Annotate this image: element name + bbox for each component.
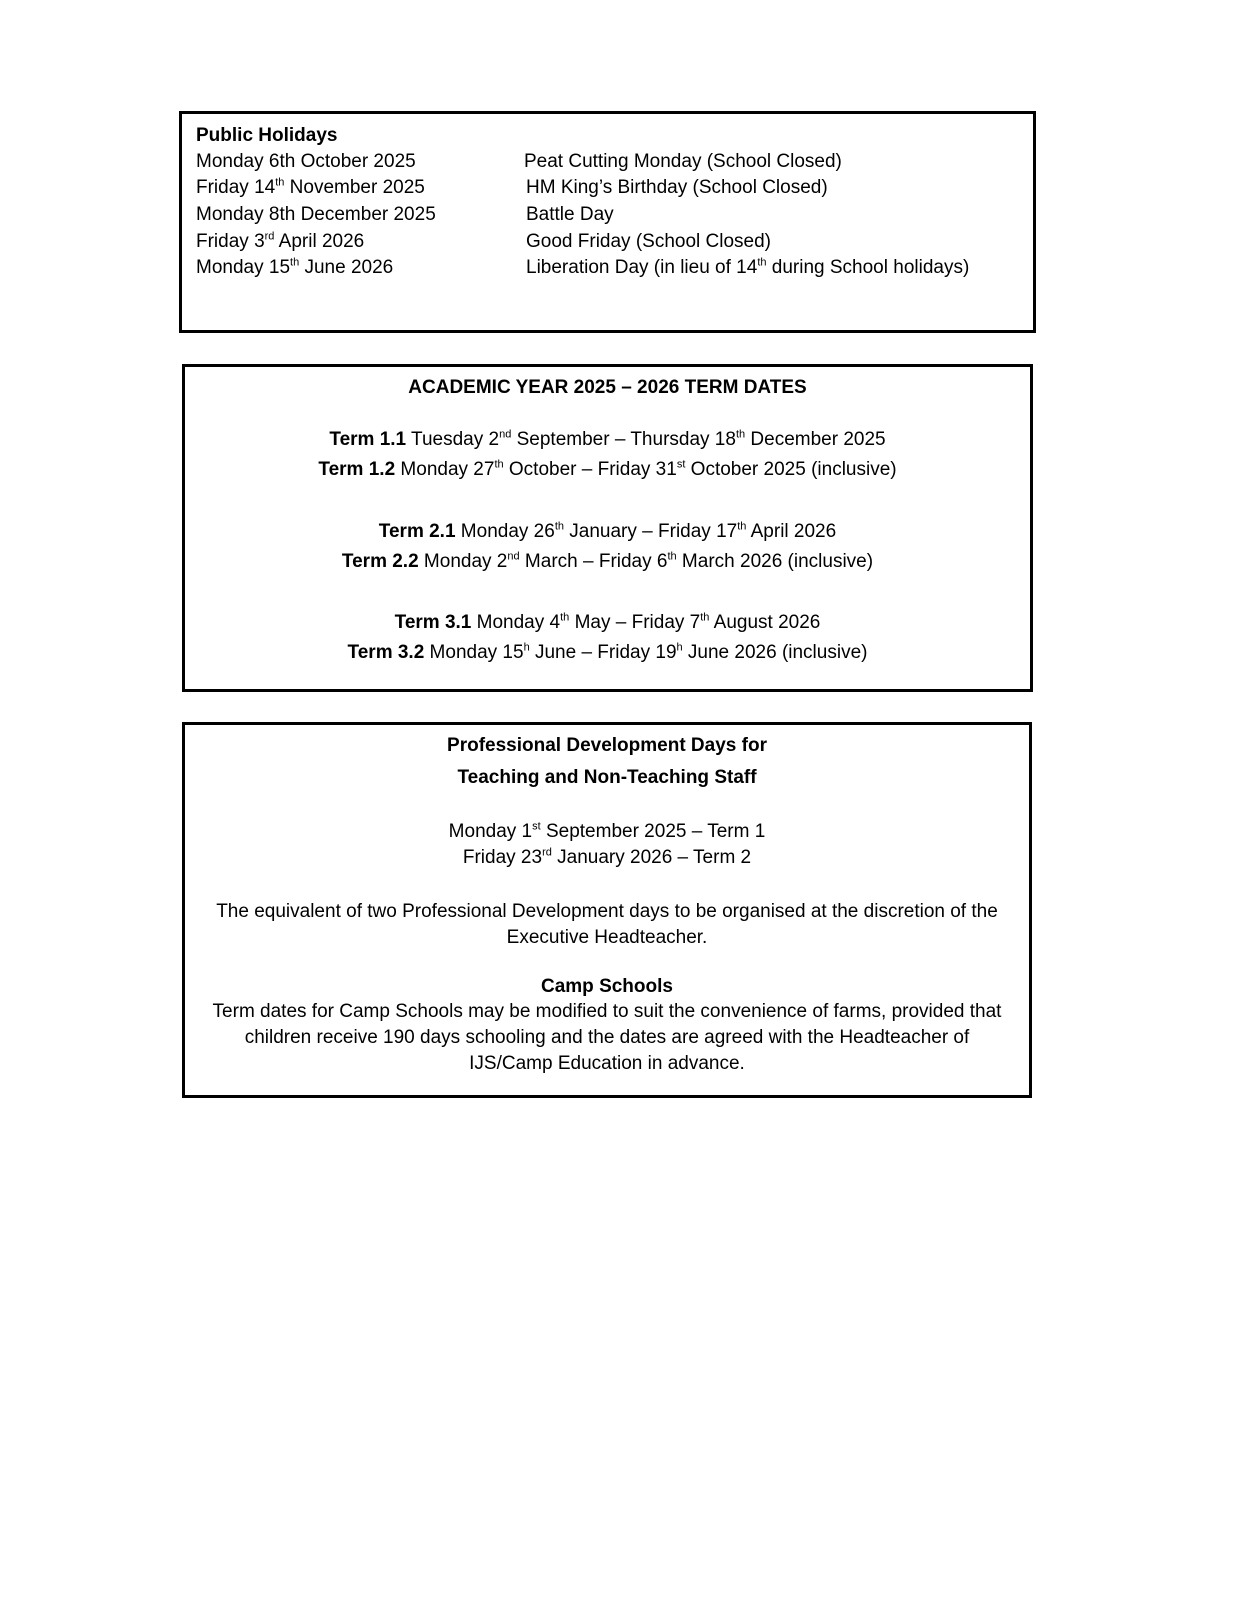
holiday-date: Monday 6th October 2025	[196, 151, 416, 172]
public-holidays-heading: Public Holidays	[196, 125, 338, 146]
pd-day: Friday 23rd January 2026 – Term 2	[462, 846, 752, 868]
holiday-date: Monday 15th June 2026	[196, 256, 394, 278]
holiday-event: HM King’s Birthday (School Closed)	[526, 177, 828, 198]
term-line: Term 1.2 Monday 27th October – Friday 31st October 2025 (inclusive)	[318, 458, 897, 480]
term-line: Term 1.1 Tuesday 2nd September – Thursday 18th December 2025	[329, 428, 886, 450]
holiday-event: Good Friday (School Closed)	[526, 231, 771, 252]
term-line: Term 2.1 Monday 26th January – Friday 17th April 2026	[378, 520, 837, 542]
holiday-event: Battle Day	[526, 204, 614, 225]
term-dates-box	[182, 364, 1033, 692]
camp-schools-text: IJS/Camp Education in advance.	[469, 1053, 745, 1074]
camp-schools-text: children receive 190 days schooling and the dates are agreed with the Headteacher of	[244, 1027, 970, 1048]
pd-equivalent-text: The equivalent of two Professional Development days to be organised at the discretion of the	[216, 901, 998, 922]
holiday-date: Monday 8th December 2025	[196, 204, 436, 225]
pd-equivalent-text: Executive Headteacher.	[506, 927, 708, 948]
term-line: Term 3.2 Monday 15$^h$ June – Friday 19$^h$ June 2026 (inclusive)	[347, 641, 868, 663]
camp-schools-heading: Camp Schools	[541, 976, 673, 997]
public-holidays-box	[179, 111, 1036, 333]
pd-heading-line1: Professional Development Days for	[447, 735, 767, 756]
holiday-date: Friday 3rd April 2026	[196, 230, 365, 252]
term-dates-heading: ACADEMIC YEAR 2025 – 2026 TERM DATES	[408, 377, 807, 398]
pd-day: Monday 1st September 2025 – Term 1	[448, 820, 766, 842]
holiday-date: Friday 14th November 2025	[196, 176, 425, 198]
professional-development-box	[182, 722, 1032, 1098]
holiday-event: Liberation Day (in lieu of 14th during School holidays)	[526, 256, 970, 278]
pd-heading-line2: Teaching and Non-Teaching Staff	[457, 767, 757, 788]
term-line: Term 3.1 Monday 4th May – Friday 7th August 2026	[394, 611, 821, 633]
camp-schools-text: Term dates for Camp Schools may be modified to suit the convenience of farms, provided that	[212, 1001, 1002, 1022]
holiday-event: Peat Cutting Monday (School Closed)	[524, 151, 842, 172]
term-line: Term 2.2 Monday 2nd March – Friday 6th March 2026 (inclusive)	[341, 550, 874, 572]
